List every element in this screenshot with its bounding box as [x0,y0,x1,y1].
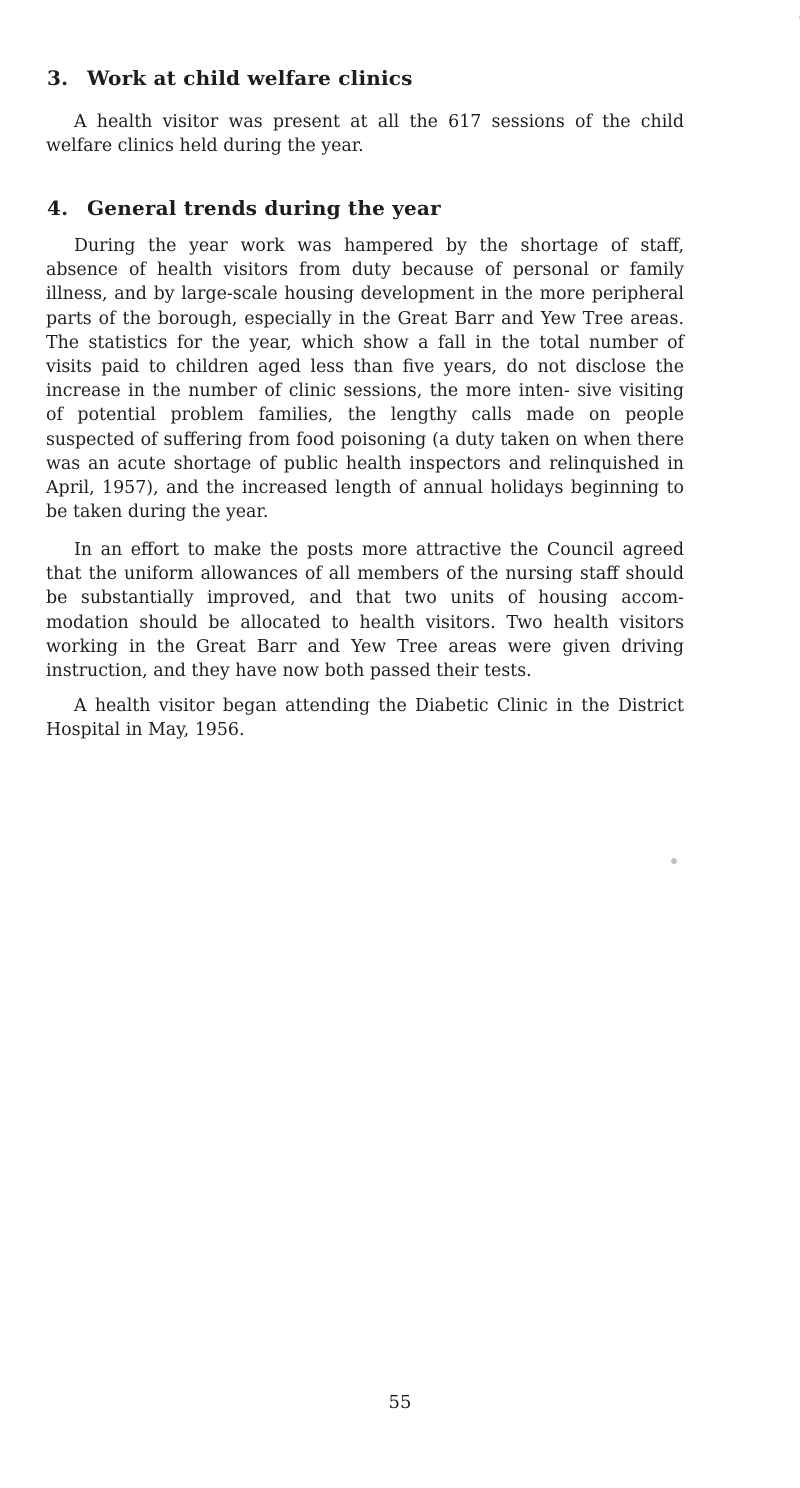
section-4-paragraph-3: A health visitor began attending the Diabetic Clinic in the District Hospital in May, 1956. [46,696,684,741]
paper-speck [671,858,677,864]
page-number: 55 [388,1392,412,1413]
section-3-title: Work at child welfare clinics [87,66,413,90]
section-3-number: 3. [47,66,69,90]
section-3-heading [47,66,413,90]
section-4-title: General trends during the year [87,196,441,220]
section-3-paragraph-1: A health visitor was present at all the 617 sessions of the child welfare clinics held during the year. [46,112,684,157]
section-4-paragraph-2: In an effort to make the posts more attractive the Council agreed that the uniform allowances of all members of the nursing staff should be substantially improved, and that two units of housing accom- modation should be allocated to health visitors. Two health visitors working in the Great Barr and Yew Tree areas were given driving instruction, and they have now both passed their tests. [46,540,684,682]
section-4-number: 4. [47,196,69,220]
section-4-paragraph-1: During the year work was hampered by the shortage of staff, absence of health visitors from duty because of personal or family illness, and by large-scale housing development in the more peripheral parts of the borough, especially in the Great Barr and Yew Tree areas. The statistics for the year, which show a fall in the total number of visits paid to children aged less than five years, do not disclose the increase in the number of clinic sessions, the more inten- sive visiting of potential problem families, the lengthy calls made on people suspected of suffering from food poisoning (a duty taken on when there was an acute shortage of public health inspectors and relinquished in April, 1957), and the increased length of annual holidays beginning to be taken during the year. [46,236,684,523]
section-4-heading [47,196,441,220]
